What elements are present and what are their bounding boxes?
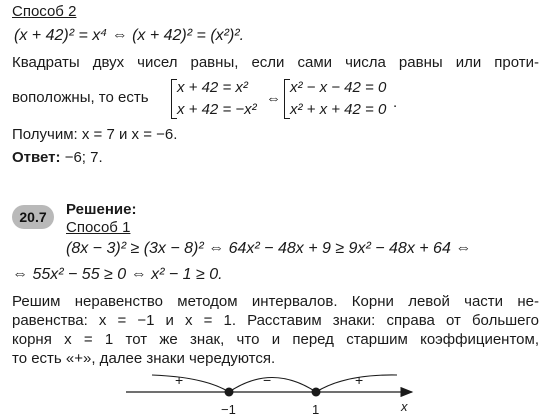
- method2-para-line2: воположны, то есть: [12, 89, 149, 106]
- system-1: [177, 77, 257, 121]
- inequality-line1: (8x − 3)² ≥ (3x − 8)² ⇔ 64x² − 48x + 9 ≥ 9x² − 48x + 64 ⇔: [66, 240, 472, 257]
- system-bracket: [284, 79, 290, 119]
- solution-label: Решение:: [66, 201, 137, 218]
- system1-eq2: x + 42 = −x²: [177, 101, 257, 118]
- label-minus-one: −1: [221, 402, 236, 417]
- axis-label-x: x: [401, 399, 408, 414]
- answer-value: −6; 7.: [60, 149, 103, 166]
- sign-right: +: [355, 372, 364, 388]
- answer-line: [12, 148, 103, 168]
- para-line3: корня x = 1 тот же знак, что и перед старшим коэффициентом,: [12, 331, 539, 348]
- system-period: .: [393, 94, 398, 111]
- system1-eq1: x + 42 = x²: [177, 79, 248, 96]
- equivalence-arrow: ⇔: [266, 90, 281, 107]
- point-one: [312, 388, 321, 397]
- inequality-line2: ⇔ 55x² − 55 ≥ 0 ⇔ x² − 1 ≥ 0.: [12, 266, 223, 283]
- point-minus-one: [225, 388, 234, 397]
- sign-arc-middle: [229, 378, 316, 393]
- sign-left: +: [175, 372, 184, 388]
- task-number-badge: 20.7: [12, 205, 54, 229]
- method2-para-line1: Квадраты двух чисел равны, если сами числа равны или проти-: [12, 54, 539, 71]
- method2-heading: Способ 2: [12, 3, 77, 20]
- received-line: Получим: x = 7 и x = −6.: [12, 126, 178, 143]
- sign-middle: −: [263, 372, 272, 388]
- para-line2: равенства: x = −1 и x = 1. Расставим знаки: справа от большего: [12, 312, 539, 329]
- system-bracket: [171, 79, 177, 119]
- system2-eq1: x² − x − 42 = 0: [290, 79, 387, 96]
- method1-heading: Способ 1: [66, 219, 131, 236]
- answer-label: Ответ:: [12, 149, 61, 166]
- para-line1: Решим неравенство методом интервалов. Корни левой части не-: [12, 293, 539, 310]
- para-line4: то есть «+», далее знаки чередуются.: [12, 350, 276, 367]
- sign-arc-left: [152, 375, 229, 392]
- number-line-diagram: [0, 369, 551, 419]
- method2-equation: (x + 42)² = x⁴ ⇔ (x + 42)² = (x²)².: [14, 27, 245, 44]
- label-one: 1: [312, 402, 320, 417]
- system2-eq2: x² + x + 42 = 0: [290, 101, 387, 118]
- system-2: [290, 77, 386, 121]
